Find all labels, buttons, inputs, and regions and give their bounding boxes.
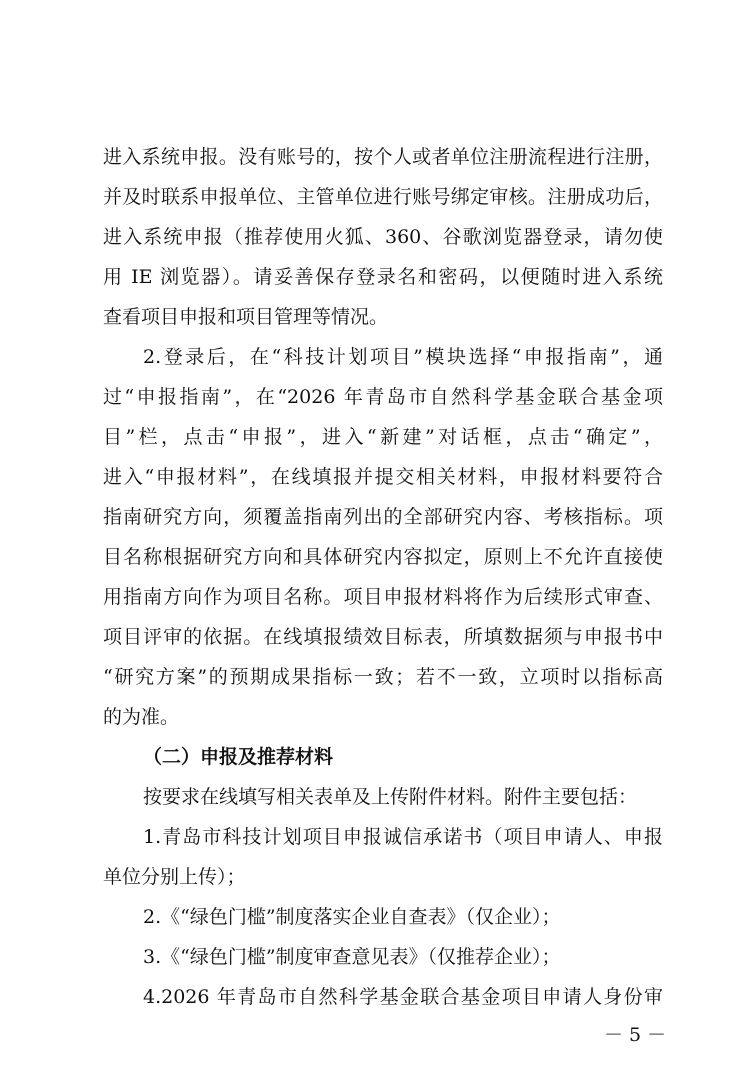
section-heading: （二）申报及推荐材料 <box>143 746 334 768</box>
list-item: 单位分别上传）； <box>103 866 246 888</box>
paragraph-line: 的为准。 <box>103 706 180 728</box>
paragraph-line: 并及时联系申报单位、主管单位进行账号绑定审核。注册成功后， <box>103 186 663 208</box>
list-item: 3.《“绿色门槛”制度审查意见表》（仅推荐企业）； <box>143 946 561 968</box>
paragraph-line: 进入系统申报。没有账号的，按个人或者单位注册流程进行注册， <box>103 146 663 168</box>
paragraph-line: 按要求在线填写相关表单及上传附件材料。附件主要包括： <box>143 786 638 808</box>
paragraph-line: 目名称根据研究方向和具体研究内容拟定，原则上不允许直接使 <box>103 546 663 568</box>
list-item: 4.2026 年青岛市自然科学基金联合基金项目申请人身份审 <box>143 986 663 1008</box>
paragraph-line: 目”栏，点击“申报”，进入“新建”对话框，点击“确定”， <box>103 426 663 448</box>
page-number: － 5 － <box>604 1024 667 1046</box>
paragraph-line: 2.登录后，在“科技计划项目”模块选择“申报指南”，通 <box>143 346 663 368</box>
paragraph-line: 过“申报指南”，在“2026 年青岛市自然科学基金联合基金项 <box>103 386 663 408</box>
paragraph-line: 用指南方向作为项目名称。项目申报材料将作为后续形式审查、 <box>103 586 663 608</box>
list-item: 2.《“绿色门槛”制度落实企业自查表》（仅企业）； <box>143 906 561 928</box>
paragraph-line: 指南研究方向，须覆盖指南列出的全部研究内容、考核指标。项 <box>103 506 663 528</box>
list-item: 1.青岛市科技计划项目申报诚信承诺书（项目申请人、申报 <box>143 826 663 848</box>
paragraph-line: 进入系统申报（推荐使用火狐、360、谷歌浏览器登录，请勿使 <box>103 226 663 248</box>
paragraph-line: “研究方案”的预期成果指标一致；若不一致，立项时以指标高 <box>103 666 663 688</box>
paragraph-line: 用 IE 浏览器）。请妥善保存登录名和密码，以便随时进入系统 <box>103 266 663 288</box>
paragraph-line: 查看项目申报和项目管理等情况。 <box>103 306 389 328</box>
paragraph-line: 进入“申报材料”，在线填报并提交相关材料，申报材料要符合 <box>103 466 663 488</box>
paragraph-line: 项目评审的依据。在线填报绩效目标表，所填数据须与申报书中 <box>103 626 663 648</box>
